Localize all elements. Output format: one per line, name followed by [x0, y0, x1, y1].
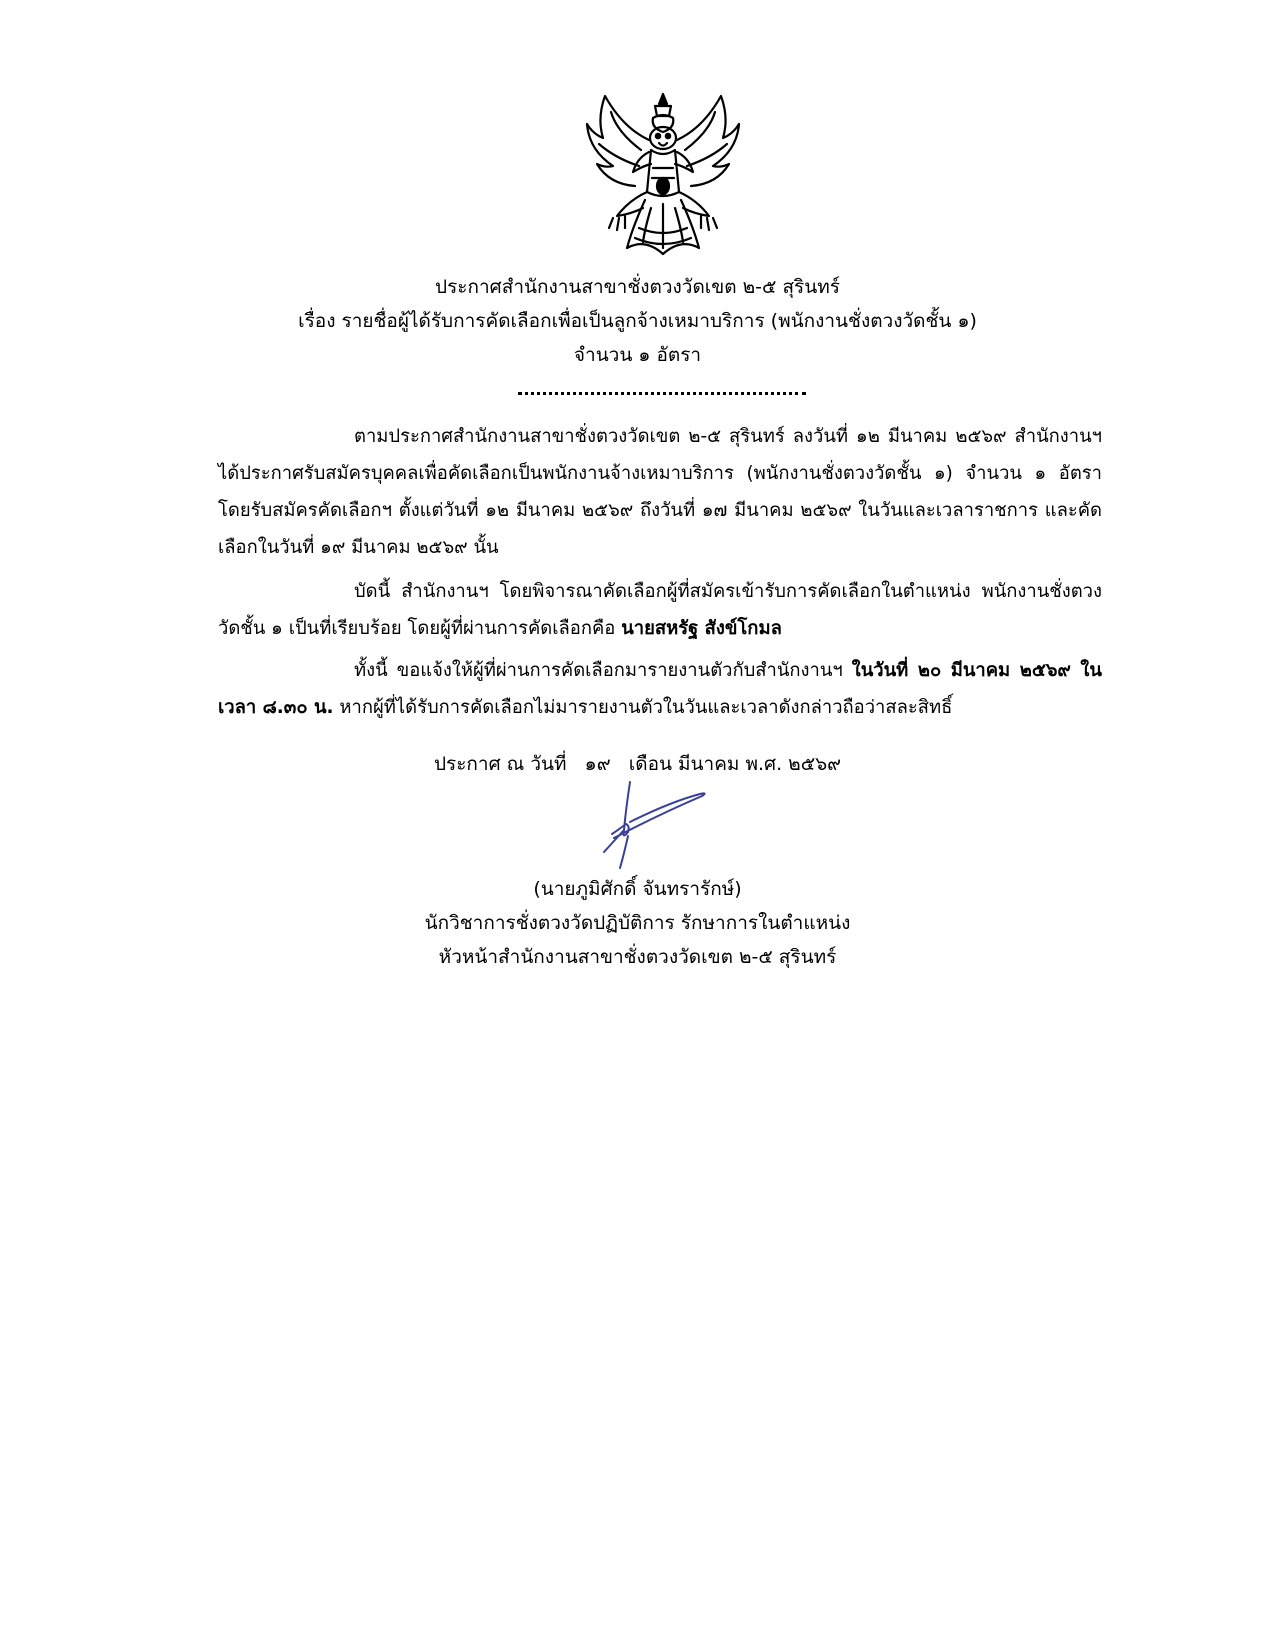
- signatory-position: นักวิชาการชั่งตวงวัดปฏิบัติการ รักษาการในตำแหน่ง: [424, 912, 851, 934]
- body-paragraph-3: [218, 652, 1102, 726]
- paragraph-1-text: ตามประกาศสำนักงานสาขาชั่งตวงวัดเขต ๒-๕ สุรินทร์ ลงวันที่ ๑๒ มีนาคม ๒๕๖๙ สำนักงานฯ ได้ประกาศรับสมัครบุคคลเพื่อคัดเลือกเป็นพนักงานจ้างเหมาบริการ (พนักงานชั่งตวงวัดชั้น ๑) จำนวน ๑ อัตรา โดยรับสมัครคัดเลือกฯ ตั้งแต่วันที่ ๑๒ มีนาคม ๒๕๖๙ ถึงวันที่ ๑๗ มีนาคม ๒๕๖๙ ในวันและเวลาราชการ และคัดเลือกในวันที่ ๑๙ มีนาคม ๒๕๖๙ นั้น: [218, 426, 1102, 558]
- announcement-subject: เรื่อง รายชื่อผู้ได้รับการคัดเลือกเพื่อเป็นลูกจ้างเหมาบริการ (พนักงานชั่งตวงวัดชั้น ๑): [298, 310, 977, 332]
- signatory-name: (นายภูมิศักดิ์ จันทรารักษ์): [533, 878, 742, 900]
- report-date-time: ในวันที่ ๒๐ มีนาคม ๒๕๖๙ ในเวลา ๘.๓๐ น.: [218, 660, 1102, 718]
- announcement-date: ประกาศ ณ วันที่ ๑๙ เดือน มีนาคม พ.ศ. ๒๕๖๙: [433, 753, 842, 775]
- signatory-office: หัวหน้าสำนักงานสาขาชั่งตวงวัดเขต ๒-๕ สุรินทร์: [438, 946, 837, 968]
- paragraph-3-text: ทั้งนี้ ขอแจ้งให้ผู้ที่ผ่านการคัดเลือกมารายงานตัวกับสำนักงานฯ: [354, 660, 843, 681]
- dotted-separator: [518, 392, 806, 395]
- paragraph-2-text: บัดนี้ สำนักงานฯ โดยพิจารณาคัดเลือกผู้ที่สมัครเข้ารับการคัดเลือกในตำแหน่ง พนักงานชั่งตวงวัดชั้น ๑ เป็นที่เรียบร้อย โดยผู้ที่ผ่านการคัดเลือกคือ: [218, 581, 1102, 639]
- position-quota: จำนวน ๑ อัตรา: [573, 344, 702, 366]
- garuda-emblem-icon: [583, 88, 743, 258]
- selected-candidate-name: นายสหรัฐ สังข์โกมล: [621, 618, 782, 639]
- handwritten-signature: [600, 780, 745, 875]
- body-paragraph-1: [218, 418, 1102, 566]
- announcement-title: ประกาศสำนักงานสาขาชั่งตวงวัดเขต ๒-๕ สุรินทร์: [435, 276, 840, 298]
- paragraph-3-rest: หากผู้ที่ได้รับการคัดเลือกไม่มารายงานตัวในวันและเวลาดังกล่าวถือว่าสละสิทธิ์: [339, 697, 953, 718]
- body-paragraph-2: [218, 573, 1102, 647]
